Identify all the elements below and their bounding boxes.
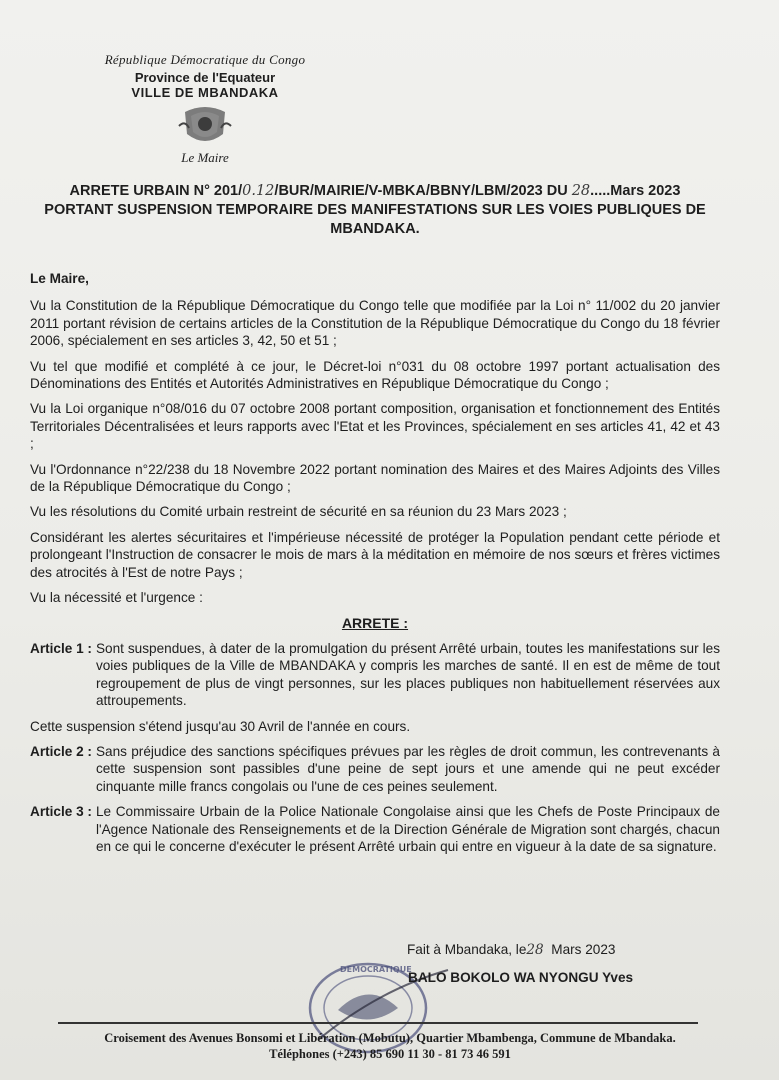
article-1-text: Sont suspendues, à dater de la promulgation du présent Arrêté urbain, toutes les manifestations sur les voies publiques de la Ville de MBANDAKA y compris les marches de santé. Il en est de même de tout regroupement de plus de vingt personnes, sur les places publiques non habituellement réservées aux attroupements. xyxy=(95,640,720,709)
signatory-name: BALO BOKOLO WA NYONGU Yves xyxy=(408,970,634,985)
arrete-heading: ARRETE : xyxy=(341,614,409,631)
footer xyxy=(30,1030,750,1062)
consideration-urgence: Vu la nécessité et l'urgence : xyxy=(30,590,203,606)
title-ref: /BUR/MAIRIE/V-MBKA/BBNY/LBM/2023 DU xyxy=(274,183,572,199)
salutation: Le Maire, xyxy=(30,271,89,286)
letterhead-province: Province de l'Equateur xyxy=(134,70,276,85)
signature-month-year: Mars 2023 xyxy=(551,942,616,957)
article-2-text: Sans préjudice des sanctions spécifiques prévues par les règles de droit commun, les contrevenants à cette suspension sont passibles d'une peine de sept jours et une amende qui ne peut excéder cinquante mille francs congolais ou l'une de ces peines seulement. xyxy=(95,743,720,794)
consideration-decret-loi: Vu tel que modifié et complété à ce jour, le Décret-loi n°031 du 08 octobre 1997 portant actualisation des Dénominations des Entités et Autorités Administratives en République Démocratique du Congo ; xyxy=(30,358,720,392)
suspension-note: Cette suspension s'étend jusqu'au 30 Avril de l'année en cours. xyxy=(30,718,411,734)
article-3-text: Le Commissaire Urbain de la Police Nationale Congolaise ainsi que les Chefs de Poste Principaux de l'Agence Nationale des Renseignements et de la Direction Générale de Migration sont chargés, chacun en ce qui le concerne d'exécuter le présent Arrêté urbain qui entre en vigueur à la date de sa signature. xyxy=(95,804,720,854)
signature-day-handwritten: 28 xyxy=(526,942,544,958)
article-2 xyxy=(30,743,720,795)
article-1-label: Article 1 : xyxy=(30,640,92,656)
consideration-ordonnance: Vu l'Ordonnance n°22/238 du 18 Novembre 2022 portant nomination des Maires et des Maires Adjoints des Villes de la République Démocratique du Congo ; xyxy=(30,461,720,495)
title-prefix: ARRETE URBAIN N° 201/ xyxy=(69,183,243,199)
decree-body xyxy=(30,270,720,863)
letterhead xyxy=(90,52,320,166)
signature-place: Fait à Mbandaka, le xyxy=(407,942,527,957)
article-1 xyxy=(30,640,720,710)
letterhead-city: VILLE DE MBANDAKA xyxy=(131,85,279,100)
article-3-label: Article 3 : xyxy=(30,804,92,820)
consideration-constitution: Vu la Constitution de la République Démocratique du Congo telle que modifiée par la Loi n° 11/002 du 20 janvier 2011 portant révision de certains articles de la Constitution de la République Démocratique du Congo du 18 février 2006, spécialement en ses articles 3, 42, 50 et 51 ; xyxy=(30,298,720,349)
title-day-handwritten: 28 xyxy=(571,183,591,199)
letterhead-authority: Le Maire xyxy=(181,150,229,165)
coat-of-arms-icon xyxy=(177,104,233,148)
letterhead-republic: République Démocratique du Congo xyxy=(104,52,306,67)
title-month-year: .....Mars 2023 xyxy=(590,183,681,199)
footer-phone: Téléphones (+243) 85 690 11 30 - 81 73 46 591 xyxy=(269,1047,511,1061)
stamp-text: DEMOCRATIQUE xyxy=(340,965,412,974)
article-3 xyxy=(30,803,720,855)
article-2-label: Article 2 : xyxy=(30,743,92,759)
footer-divider xyxy=(58,1022,698,1024)
consideration-loi-organique: Vu la Loi organique n°08/016 du 07 octobre 2008 portant composition, organisation et fonctionnement des Entités Territoriales Décentralisées et leurs rapports avec l'Etat et les Provinces, spécialement en ses articles 41, 42 et 43 ; xyxy=(30,401,720,452)
consideration-alertes: Considérant les alertes sécuritaires et l'impérieuse nécessité de protéger la Population pendant cette période et prolongeant l'Instruction de consacrer le mois de mars à la méditation en mémoire de nos sœurs et frères victimes des atrocités à l'Est de notre Pays ; xyxy=(30,529,720,580)
footer-address: Croisement des Avenues Bonsomi et Libération (Mobutu), Quartier Mbambenga, Commune de Mbandaka. xyxy=(104,1031,676,1045)
title-number-handwritten: 0.12 xyxy=(242,183,275,199)
title-subject: PORTANT SUSPENSION TEMPORAIRE DES MANIFESTATIONS SUR LES VOIES PUBLIQUES DE MBANDAKA. xyxy=(44,202,706,237)
decree-title xyxy=(30,182,720,239)
consideration-resolutions: Vu les résolutions du Comité urbain restreint de sécurité en sa réunion du 23 Mars 2023 ; xyxy=(30,504,567,520)
